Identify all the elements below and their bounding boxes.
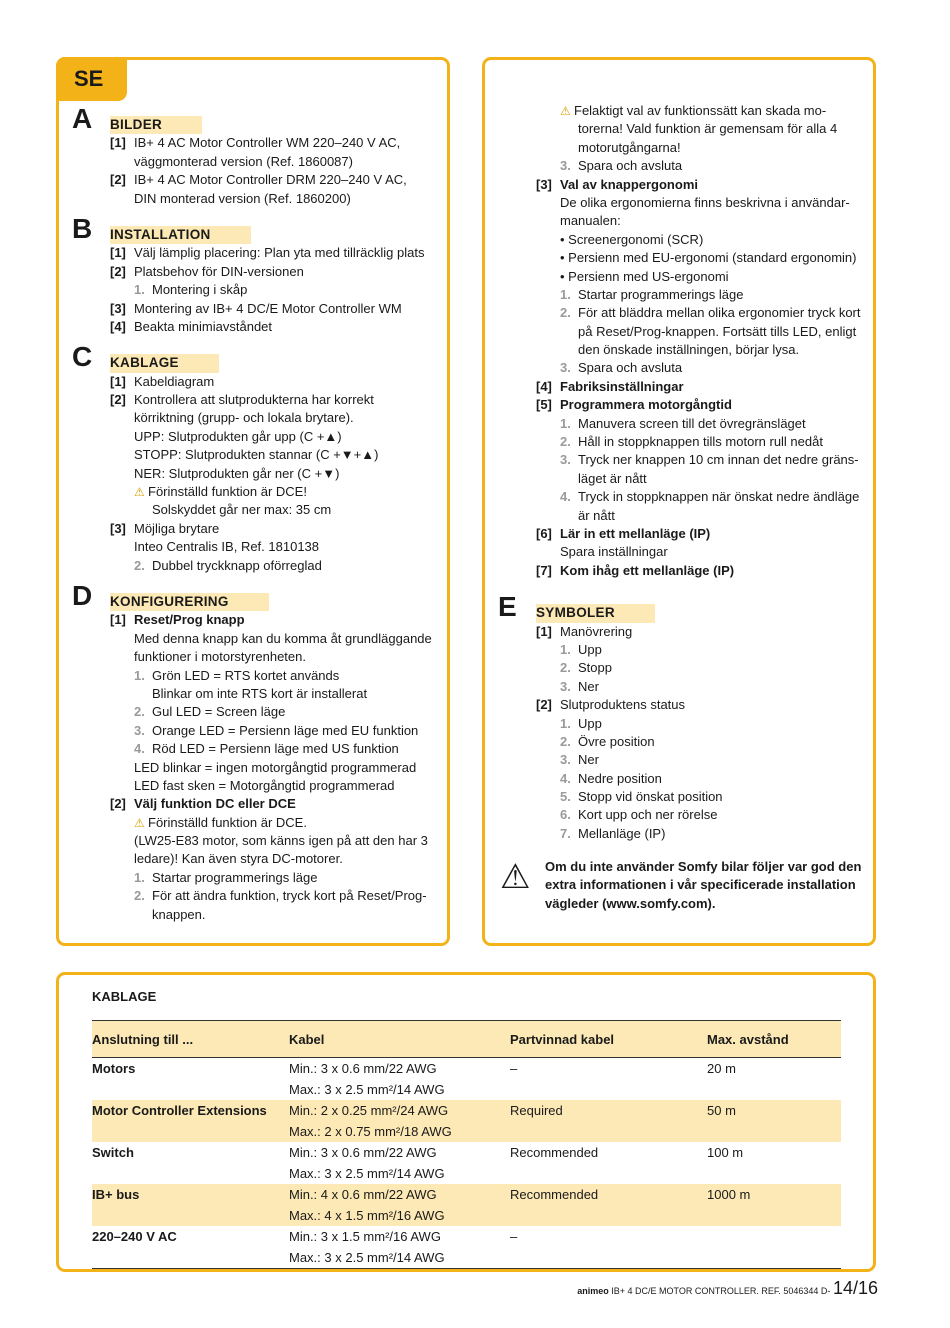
line-text: Med denna knapp kan du komma åt grundläggande [134, 630, 432, 646]
line-text: Val av knappergonomi [560, 176, 698, 192]
line-text: Reset/Prog knapp [134, 612, 245, 628]
line-text: Upp [578, 641, 602, 657]
text-line [110, 703, 442, 721]
item-number: [2] [110, 392, 126, 408]
sub-number: 3. [560, 360, 571, 376]
text-line [536, 139, 868, 157]
text-line [536, 323, 868, 341]
text-line [536, 806, 868, 824]
section-letter: E [498, 591, 517, 623]
sub-number: 1. [134, 282, 145, 298]
text-line [536, 341, 868, 359]
text-line [110, 667, 442, 685]
text-line [110, 538, 442, 556]
line-text: manualen: [560, 213, 621, 229]
table-cell [707, 1121, 841, 1142]
line-text: Solskyddet går ner max: 35 cm [152, 502, 332, 518]
footer-brand: animeo [577, 1286, 609, 1296]
cable-table [92, 1020, 841, 1269]
table-row [92, 1079, 841, 1100]
sub-number: 2. [560, 733, 571, 749]
sub-number: 1. [560, 415, 571, 431]
line-text: • Screenergonomi (SCR) [560, 231, 704, 247]
line-text: UPP: Slutprodukten går upp (C +▲) [134, 428, 342, 444]
text-line [110, 263, 442, 281]
sub-number: 3. [560, 752, 571, 768]
table-cell [707, 1247, 841, 1269]
table-cell [510, 1247, 707, 1269]
line-text: Beakta minimiavståndet [134, 318, 273, 334]
text-line [536, 696, 868, 714]
line-text: Förinställd funktion är DCE. [148, 814, 307, 830]
text-line [110, 630, 442, 648]
section-title: BILDER [110, 116, 202, 134]
line-text: Spara och avsluta [578, 158, 683, 174]
table-cell: 1000 m [707, 1184, 841, 1205]
text-line [110, 190, 442, 208]
text-line [536, 304, 868, 322]
line-text: Upp [578, 715, 602, 731]
table-cell [707, 1163, 841, 1184]
line-text: Montering i skåp [152, 282, 248, 298]
section-letter: D [72, 579, 93, 611]
continued-section [508, 102, 868, 580]
table-cell: Recommended [510, 1145, 599, 1160]
sub-number: 5. [560, 789, 571, 805]
line-text: Välj funktion DC eller DCE [134, 796, 296, 812]
line-text: Programmera motorgångtid [560, 397, 732, 413]
table-cell: Switch [92, 1145, 134, 1160]
table-cell: Required [510, 1100, 707, 1121]
line-text: LED blinkar = ingen motorgångtid programmerad [134, 759, 417, 775]
line-text: Manuvera screen till det övregränsläget [578, 415, 806, 431]
sub-number: 2. [560, 660, 571, 676]
section-b [72, 212, 442, 336]
text-line [536, 488, 868, 506]
section-title-line [82, 354, 442, 372]
caution-icon: ⚠ [134, 485, 145, 500]
table-cell: Motor Controller Extensions [92, 1100, 289, 1121]
section-e [498, 591, 868, 843]
table-row [92, 1100, 841, 1121]
table-cell: Max.: 2 x 0.75 mm²/18 AWG [289, 1121, 510, 1142]
line-text: • Persienn med EU-ergonomi (standard ergonomin) [560, 250, 857, 266]
table-cell [510, 1205, 707, 1226]
line-text: Håll in stoppknappen tills motorn rull nedåt [578, 434, 823, 450]
text-line [536, 415, 868, 433]
section-letter: B [72, 212, 93, 244]
table-cell [92, 1121, 289, 1142]
text-line [536, 770, 868, 788]
item-number: [7] [536, 562, 552, 578]
text-line [110, 244, 442, 262]
table-cell: – [510, 1229, 518, 1244]
line-text: Fabriksinställningar [560, 378, 684, 394]
table-cell: Max.: 3 x 2.5 mm²/14 AWG [289, 1166, 445, 1181]
text-line [110, 850, 442, 868]
line-text: Orange LED = Persienn läge med EU funktion [152, 722, 419, 738]
section-letter: A [72, 103, 93, 134]
notice-line: extra informationen i vår specificerade installation [545, 877, 856, 893]
sub-number: 3. [560, 452, 571, 468]
col-header: Max. avstånd [707, 1021, 841, 1058]
section-title: KABLAGE [110, 354, 219, 372]
text-line [536, 249, 868, 267]
item-number: [3] [110, 300, 126, 316]
text-line [110, 281, 442, 299]
footer-text: IB+ 4 DC/E MOTOR CONTROLLER. REF. 5046344 D- [611, 1286, 831, 1296]
table-cell [92, 1205, 289, 1226]
table-cell [92, 1247, 289, 1269]
right-column [498, 102, 868, 843]
sub-number: 7. [560, 825, 571, 841]
table-cell: Min.: 2 x 0.25 mm²/24 AWG [289, 1100, 510, 1121]
text-line [110, 501, 442, 519]
line-text: ledare)! Kan även styra DC-motorer. [134, 851, 343, 867]
line-text: Startar programmerings läge [152, 869, 318, 885]
item-number: [2] [110, 796, 126, 812]
table-cell: 50 m [707, 1100, 841, 1121]
line-text: funktioner i motorstyrenheten. [134, 649, 306, 665]
text-line [110, 722, 442, 740]
line-text: Gul LED = Screen läge [152, 704, 286, 720]
line-text: (LW25-E83 motor, som känns igen på att den har 3 [134, 833, 428, 849]
line-text: • Persienn med US-ergonomi [560, 268, 729, 284]
item-number: [3] [536, 176, 552, 192]
col-header: Anslutning till ... [92, 1021, 289, 1058]
section-a [72, 103, 442, 208]
text-line [110, 318, 442, 336]
section-title-line [508, 604, 868, 622]
table-cell: 100 m [707, 1145, 744, 1160]
line-text: Ner [578, 752, 599, 768]
line-text: Blinkar om inte RTS kort är installerat [152, 685, 368, 701]
text-line [536, 157, 868, 175]
line-text: Inteo Centralis IB, Ref. 1810138 [134, 539, 320, 555]
text-line [110, 428, 442, 446]
text-line [536, 176, 868, 194]
line-text: Lär in ett mellanläge (IP) [560, 525, 711, 541]
line-text: Tryck in stoppknappen när önskat nedre ändläge [578, 489, 860, 505]
text-line [536, 562, 868, 580]
table-cell: 220–240 V AC [92, 1229, 177, 1244]
line-text: Röd LED = Persienn läge med US funktion [152, 741, 399, 757]
line-text: För att bläddra mellan olika ergonomier tryck kort [578, 305, 861, 321]
table-cell: Min.: 3 x 0.6 mm/22 AWG [289, 1145, 437, 1160]
sub-number: 2. [560, 305, 571, 321]
line-text: IB+ 4 AC Motor Controller DRM 220–240 V AC, [134, 172, 407, 188]
line-text: Kom ihåg ett mellanläge (IP) [560, 562, 735, 578]
text-line [536, 286, 868, 304]
text-line [110, 869, 442, 887]
line-text: Felaktigt val av funktionssätt kan skada mo- [574, 103, 827, 118]
line-text: Kontrollera att slutprodukterna har korrekt [134, 392, 374, 408]
text-line [536, 507, 868, 525]
sub-number: 1. [560, 641, 571, 657]
text-line [110, 171, 442, 189]
line-text: Stopp vid önskat position [578, 789, 723, 805]
table-cell [707, 1205, 841, 1226]
table-cell: Max.: 4 x 1.5 mm²/16 AWG [289, 1205, 510, 1226]
line-text: STOPP: Slutprodukten stannar (C +▼+▲) [134, 447, 379, 463]
line-text: Möjliga brytare [134, 520, 220, 536]
text-line [536, 543, 868, 561]
text-line [110, 887, 442, 905]
text-line [110, 906, 442, 924]
item-number: [1] [110, 245, 126, 261]
item-number: [1] [110, 135, 126, 151]
line-text: den önskade inställningen, börjar lysa. [578, 342, 800, 358]
text-line [536, 378, 868, 396]
section-title: SYMBOLER [536, 604, 655, 622]
text-line [110, 777, 442, 795]
section-title: INSTALLATION [110, 226, 251, 244]
sub-number: 6. [560, 807, 571, 823]
text-line [110, 391, 442, 409]
line-text: Montering av IB+ 4 DC/E Motor Controller WM [134, 300, 402, 316]
line-text: Stopp [578, 660, 612, 676]
line-text: Dubbel tryckknapp oförreglad [152, 557, 322, 573]
page-footer [560, 1278, 878, 1299]
line-text: Ner [578, 678, 599, 694]
line-text: Manövrering [560, 623, 633, 639]
table-cell: 20 m [707, 1061, 736, 1076]
text-line [536, 733, 868, 751]
item-number: [1] [536, 623, 552, 639]
sub-number: 4. [560, 770, 571, 786]
text-line [110, 611, 442, 629]
table-cell: Motors [92, 1061, 136, 1076]
sub-number: 2. [134, 704, 145, 720]
table-header-row [92, 1021, 841, 1058]
sub-number: 1. [134, 667, 145, 683]
text-line [110, 740, 442, 758]
item-number: [1] [110, 373, 126, 389]
text-line [536, 678, 868, 696]
line-text: Spara inställningar [560, 544, 668, 560]
text-line [536, 470, 868, 488]
notice-line: Om du inte använder Somfy bilar följer var god den [545, 859, 862, 874]
text-line [536, 268, 868, 286]
line-text: väggmonterad version (Ref. 1860087) [134, 153, 353, 169]
line-text: IB+ 4 AC Motor Controller WM 220–240 V AC, [134, 135, 401, 151]
table-heading: KABLAGE [92, 989, 157, 1004]
line-text: Övre position [578, 733, 655, 749]
text-line [536, 525, 868, 543]
line-text: NER: Slutprodukten går ner (C +▼) [134, 465, 340, 481]
text-line [110, 446, 442, 464]
text-line [110, 685, 442, 703]
text-line [536, 715, 868, 733]
section-title: KONFIGURERING [110, 593, 269, 611]
sub-number: 3. [134, 722, 145, 738]
line-text: Tryck ner knappen 10 cm innan det nedre gräns- [578, 452, 859, 468]
text-line [110, 153, 442, 171]
section-letter: C [72, 341, 93, 373]
text-line [110, 814, 442, 832]
line-text: LED fast sken = Motorgångtid programmerad [134, 777, 395, 793]
text-line [536, 102, 868, 120]
line-text: Kabeldiagram [134, 373, 215, 389]
table-row [92, 1142, 841, 1163]
line-text: Förinställd funktion är DCE! [148, 484, 307, 500]
caution-icon: ⚠ [134, 815, 145, 830]
sub-number: 1. [560, 715, 571, 731]
line-text: Mellanläge (IP) [578, 825, 666, 841]
col-header: Kabel [289, 1021, 510, 1058]
text-line [536, 659, 868, 677]
line-text: Slutproduktens status [560, 697, 686, 713]
text-line [110, 648, 442, 666]
text-line [110, 373, 442, 391]
item-number: [2] [536, 697, 552, 713]
table-cell: Max.: 3 x 2.5 mm²/14 AWG [289, 1247, 510, 1269]
line-text: motorutgångarna! [578, 139, 681, 155]
sub-number: 4. [560, 489, 571, 505]
text-line [110, 795, 442, 813]
table-cell [510, 1163, 707, 1184]
sub-number: 3. [560, 158, 571, 174]
table-row [92, 1163, 841, 1184]
text-line [110, 759, 442, 777]
language-tab: SE [56, 57, 127, 101]
sub-number: 2. [560, 434, 571, 450]
text-line [536, 194, 868, 212]
line-text: Grön LED = RTS kortet används [152, 667, 340, 683]
line-text: körriktning (grupp- och lokala brytare). [134, 410, 354, 426]
table-row [92, 1121, 841, 1142]
sub-number: 2. [134, 557, 145, 573]
item-number: [4] [110, 318, 126, 334]
text-line [536, 120, 868, 138]
item-number: [5] [536, 397, 552, 413]
sub-number: 1. [560, 286, 571, 302]
table-cell: Recommended [510, 1184, 707, 1205]
page-number: 14/16 [832, 1278, 878, 1298]
text-line [110, 134, 442, 152]
col-header: Partvinnad kabel [510, 1021, 707, 1058]
caution-icon: ⚠ [560, 104, 571, 118]
sub-number: 2. [134, 888, 145, 904]
line-text: är nått [578, 507, 615, 523]
text-line [536, 396, 868, 414]
table-cell [510, 1121, 707, 1142]
line-text: torerna! Vald funktion är gemensam för alla 4 [578, 121, 838, 137]
table-cell [92, 1079, 289, 1100]
text-line [110, 465, 442, 483]
line-text: De olika ergonomierna finns beskrivna i användar- [560, 194, 850, 210]
section-title-line [82, 593, 442, 611]
text-line [536, 641, 868, 659]
item-number: [2] [110, 263, 126, 279]
sub-number: 4. [134, 741, 145, 757]
text-line [110, 520, 442, 538]
line-text: Välj lämplig placering: Plan yta med tillräcklig plats [134, 245, 425, 261]
text-line [536, 212, 868, 230]
table-cell: – [510, 1061, 518, 1076]
section-title-line [82, 116, 442, 134]
notice-line: vägleder (www.somfy.com). [545, 895, 716, 911]
line-text: Kort upp och ner rörelse [578, 807, 718, 823]
item-number: [1] [110, 612, 126, 628]
line-text: knappen. [152, 906, 206, 922]
table-cell: Min.: 3 x 0.6 mm/22 AWG [289, 1061, 437, 1076]
text-line [536, 451, 868, 469]
line-text: DIN monterad version (Ref. 1860200) [134, 190, 351, 206]
sub-number: 3. [560, 678, 571, 694]
table-cell: IB+ bus [92, 1184, 289, 1205]
table-cell [707, 1226, 841, 1247]
text-line [536, 751, 868, 769]
text-line [110, 557, 442, 575]
line-text: på Reset/Prog-knappen. Fortsätt tills LED, enligt [578, 323, 857, 339]
line-text: Spara och avsluta [578, 360, 683, 376]
text-line [536, 825, 868, 843]
warning-icon: ⚠ [500, 858, 531, 896]
line-text: Platsbehov för DIN-versionen [134, 263, 304, 279]
text-line [110, 300, 442, 318]
text-line [536, 788, 868, 806]
text-line [536, 433, 868, 451]
table-row [92, 1226, 841, 1247]
line-text: För att ändra funktion, tryck kort på Reset/Prog- [152, 888, 427, 904]
table-row [92, 1247, 841, 1269]
text-line [110, 832, 442, 850]
line-text: Startar programmerings läge [578, 286, 744, 302]
table-cell: Min.: 3 x 1.5 mm²/16 AWG [289, 1229, 441, 1244]
item-number: [4] [536, 378, 552, 394]
text-line [110, 483, 442, 501]
section-title-line [82, 226, 442, 244]
item-number: [6] [536, 525, 552, 541]
sub-number: 1. [134, 869, 145, 885]
section-d [72, 579, 442, 924]
table-row [92, 1058, 841, 1080]
text-line [536, 231, 868, 249]
item-number: [3] [110, 520, 126, 536]
text-line [110, 409, 442, 427]
text-line [536, 623, 868, 641]
text-line [536, 359, 868, 377]
section-c [72, 341, 442, 575]
notice-text [545, 858, 865, 913]
table-cell: Min.: 4 x 0.6 mm/22 AWG [289, 1184, 510, 1205]
table-row [92, 1184, 841, 1205]
table-cell: Max.: 3 x 2.5 mm²/14 AWG [289, 1082, 445, 1097]
table-row [92, 1205, 841, 1226]
line-text: Nedre position [578, 770, 662, 786]
table-cell [707, 1079, 841, 1100]
item-number: [2] [110, 172, 126, 188]
table-cell [92, 1163, 289, 1184]
left-column [72, 103, 442, 924]
line-text: läget är nått [578, 470, 647, 486]
table-cell [510, 1079, 707, 1100]
